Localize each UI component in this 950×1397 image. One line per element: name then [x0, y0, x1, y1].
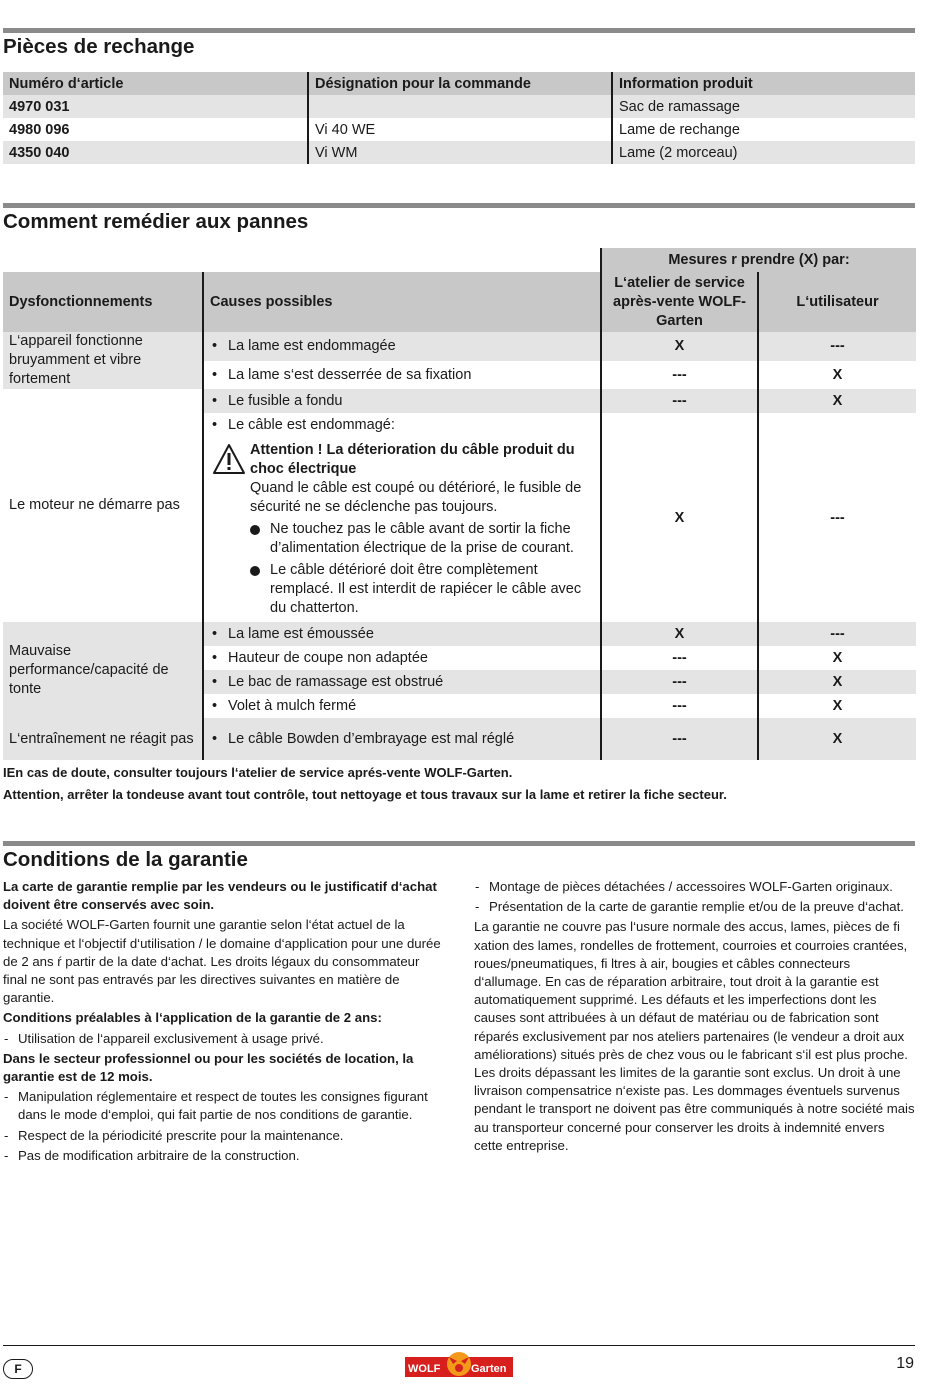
list-item: - Utilisation de l‘appareil exclusivement à usage privé.: [3, 1030, 443, 1048]
section-divider: [3, 841, 915, 846]
article-number: 4970 031: [3, 95, 308, 118]
cause-text: • La lame est émoussée: [210, 626, 374, 642]
service-mark: ---: [601, 718, 758, 760]
malfunction-cell: L‘entraînement ne réagit pas: [3, 718, 203, 760]
user-mark: X: [758, 361, 916, 390]
order-designation: Vi WM: [308, 141, 612, 164]
column-header-malfunction: Dysfonctionnements: [3, 272, 203, 332]
page-number: 19: [896, 1355, 914, 1372]
user-mark: X: [758, 389, 916, 413]
list-item: - Respect de la périodicité prescrite pour la maintenance.: [3, 1127, 443, 1145]
warranty-title: Conditions de la garantie: [3, 848, 248, 871]
wolf-garten-logo: [405, 1351, 513, 1381]
warning-text: Quand le câble est coupé ou détérioré, le fusible de sécurité ne se déclenche pas toujours.: [250, 480, 582, 515]
warning-bullet: Le câble détérioré doit être complètement remplacé. Il est interdit de rapiécer le câble avec du chatterton.: [250, 561, 594, 618]
cause-cell: [203, 694, 601, 718]
parts-title: Pièces de rechange: [3, 35, 195, 58]
cause-cell: [203, 622, 601, 646]
footer-divider: [3, 1345, 915, 1346]
user-mark: ---: [758, 622, 916, 646]
user-mark: X: [758, 646, 916, 670]
article-number: 4350 040: [3, 141, 308, 164]
column-header-user: L‘utilisateur: [758, 272, 916, 332]
service-mark: X: [601, 622, 758, 646]
list-item: - Montage de pièces détachées / accessoires WOLF-Garten originaux.: [474, 878, 916, 896]
cause-text: • Le bac de ramassage est obstrué: [210, 674, 443, 690]
malfunction-cell: Mauvaise performance/capacité de tonte: [3, 622, 203, 718]
product-info: Lame de rechange: [612, 118, 915, 141]
cause-text: • Volet à mulch fermé: [210, 698, 356, 714]
malfunction-cell: Le moteur ne démarre pas: [3, 389, 203, 622]
logo-text-right: Garten: [471, 1363, 507, 1375]
measures-header-row: [3, 248, 916, 272]
warranty-paragraph: La société WOLF-Garten fournit une garantie selon l‘état actuel de la technique et l‘objectif d‘utilisation / le domaine d‘application pour une durée de 2 ans ŕ partir de la date d‘achat. Les droits légaux du consommateur final ne sont pas entravés par les directives suivantes en matière de garantie.: [3, 917, 441, 1006]
warning-bullet: Ne touchez pas le câble avant de sortir la fiche d’alimentation électrique de la prise de courant.: [250, 520, 594, 558]
user-mark: ---: [758, 413, 916, 622]
list-item: - Manipulation réglementaire et respect de toutes les consignes figurant dans le mode d‘emploi, qui fait partie de nos conditions de garantie.: [3, 1088, 443, 1124]
table-row: [3, 389, 916, 413]
service-mark: ---: [601, 389, 758, 413]
user-mark: X: [758, 670, 916, 694]
troubleshooting-table: [3, 248, 916, 760]
parts-table: [3, 72, 915, 164]
cause-cell: [203, 361, 601, 390]
cause-text: • Le câble est endommagé:: [210, 417, 395, 433]
user-mark: X: [758, 718, 916, 760]
table-header-row: [3, 72, 915, 95]
cause-text: • Le fusible a fondu: [210, 393, 342, 409]
warranty-left-column: [3, 878, 443, 1167]
cause-cell: [203, 670, 601, 694]
order-designation: [308, 95, 612, 118]
warranty-conditions-heading: Conditions préalables à l‘application de la garantie de 2 ans:: [3, 1010, 382, 1026]
table-row: [3, 718, 916, 760]
service-mark: ---: [601, 646, 758, 670]
service-mark: ---: [601, 670, 758, 694]
column-header-causes: Causes possibles: [203, 272, 601, 332]
table-row: [3, 141, 915, 164]
table-row: [3, 95, 915, 118]
user-mark: X: [758, 694, 916, 718]
service-mark: ---: [601, 694, 758, 718]
section-divider: [3, 203, 915, 208]
table-row: [3, 118, 915, 141]
column-header: Information produit: [612, 72, 915, 95]
service-mark: X: [601, 332, 758, 361]
language-badge: F: [3, 1359, 33, 1379]
measures-header: Mesures r prendre (X) par:: [601, 248, 916, 272]
service-mark: X: [601, 413, 758, 622]
product-info: Lame (2 morceau): [612, 141, 915, 164]
logo-text-left: WOLF: [408, 1363, 441, 1375]
warranty-intro: La carte de garantie remplie par les vendeurs ou le justificatif d‘achat doivent être conservés avec soin.: [3, 879, 437, 913]
warning-title: Attention ! La déterioration du câble produit du choc électrique: [250, 442, 575, 477]
safety-note: Attention, arrêter la tondeuse avant tout contrôle, tout nettoyage et tous travaux sur la lame et retirer la fiche secteur.: [3, 787, 727, 802]
cause-text: • Hauteur de coupe non adaptée: [210, 650, 428, 666]
list-item: - Pas de modification arbitraire de la construction.: [3, 1147, 443, 1165]
cause-cell: [203, 332, 601, 361]
cause-cell: [203, 718, 601, 760]
cause-cell: [203, 646, 601, 670]
column-header: Numéro d‘article: [3, 72, 308, 95]
order-designation: Vi 40 WE: [308, 118, 612, 141]
cause-cell: [203, 389, 601, 413]
product-info: Sac de ramassage: [612, 95, 915, 118]
cause-text: • Le câble Bowden d’embrayage est mal réglé: [210, 731, 514, 747]
table-row: [3, 332, 916, 361]
warning-block: [210, 441, 594, 618]
trouble-title: Comment remédier aux pannes: [3, 210, 309, 233]
user-mark: ---: [758, 332, 916, 361]
column-header-service: L‘atelier de service après-vente WOLF-Garten: [601, 272, 758, 332]
warranty-professional-note: Dans le secteur professionnel ou pour les sociétés de location, la garantie est de 12 mois.: [3, 1050, 414, 1085]
cause-text: • La lame est endommagée: [210, 338, 396, 354]
malfunction-cell: L‘appareil fonctionne bruyamment et vibre fortement: [3, 332, 203, 389]
table-header-row: [3, 272, 916, 332]
warranty-paragraph: La garantie ne couvre pas l‘usure normale des accus, lames, pièces de fi xation des lames, rondelles de frottement, courroies et courroies crantées, roues/pneumatiques, fi ltres à air, bougies et câbles connecteurs d‘allumage. En cas de réparation arbitraire, tout droit à la garantie est automatiquement supprimé. Les défauts et les imperfections dont les causes sont attribuées à un défaut de matériau ou de fabrication sont réparés exclusivement par nos ateliers partenaires (le vendeur a droit aux améliorations) situés près de chez vous ou le fabricant s‘il est plus proche. Les droits dépassant les limites de la garantie sont exclus. Un droit à une livraison compensatrice n‘existe pas. Les dommages éventuels survenus pendant le transport ne doivent pas être communiqués à notre société mais au transporteur concerné pour conserver les droits à indemnité envers cette entreprise.: [474, 919, 915, 1153]
list-item: - Présentation de la carte de garantie remplie et/ou de la preuve d‘achat.: [474, 898, 916, 916]
cause-cell-cable: [203, 413, 601, 622]
advice-note: IEn cas de doute, consulter toujours l‘atelier de service aprés-vente WOLF-Garten.: [3, 765, 513, 780]
column-header: Désignation pour la commande: [308, 72, 612, 95]
table-row: [3, 622, 916, 646]
cause-text: • La lame s‘est desserrée de sa fixation: [210, 367, 471, 383]
warning-triangle-icon: [212, 443, 246, 475]
article-number: 4980 096: [9, 121, 70, 138]
section-divider: [3, 28, 915, 33]
service-mark: ---: [601, 361, 758, 390]
warranty-right-column: [474, 878, 916, 1157]
